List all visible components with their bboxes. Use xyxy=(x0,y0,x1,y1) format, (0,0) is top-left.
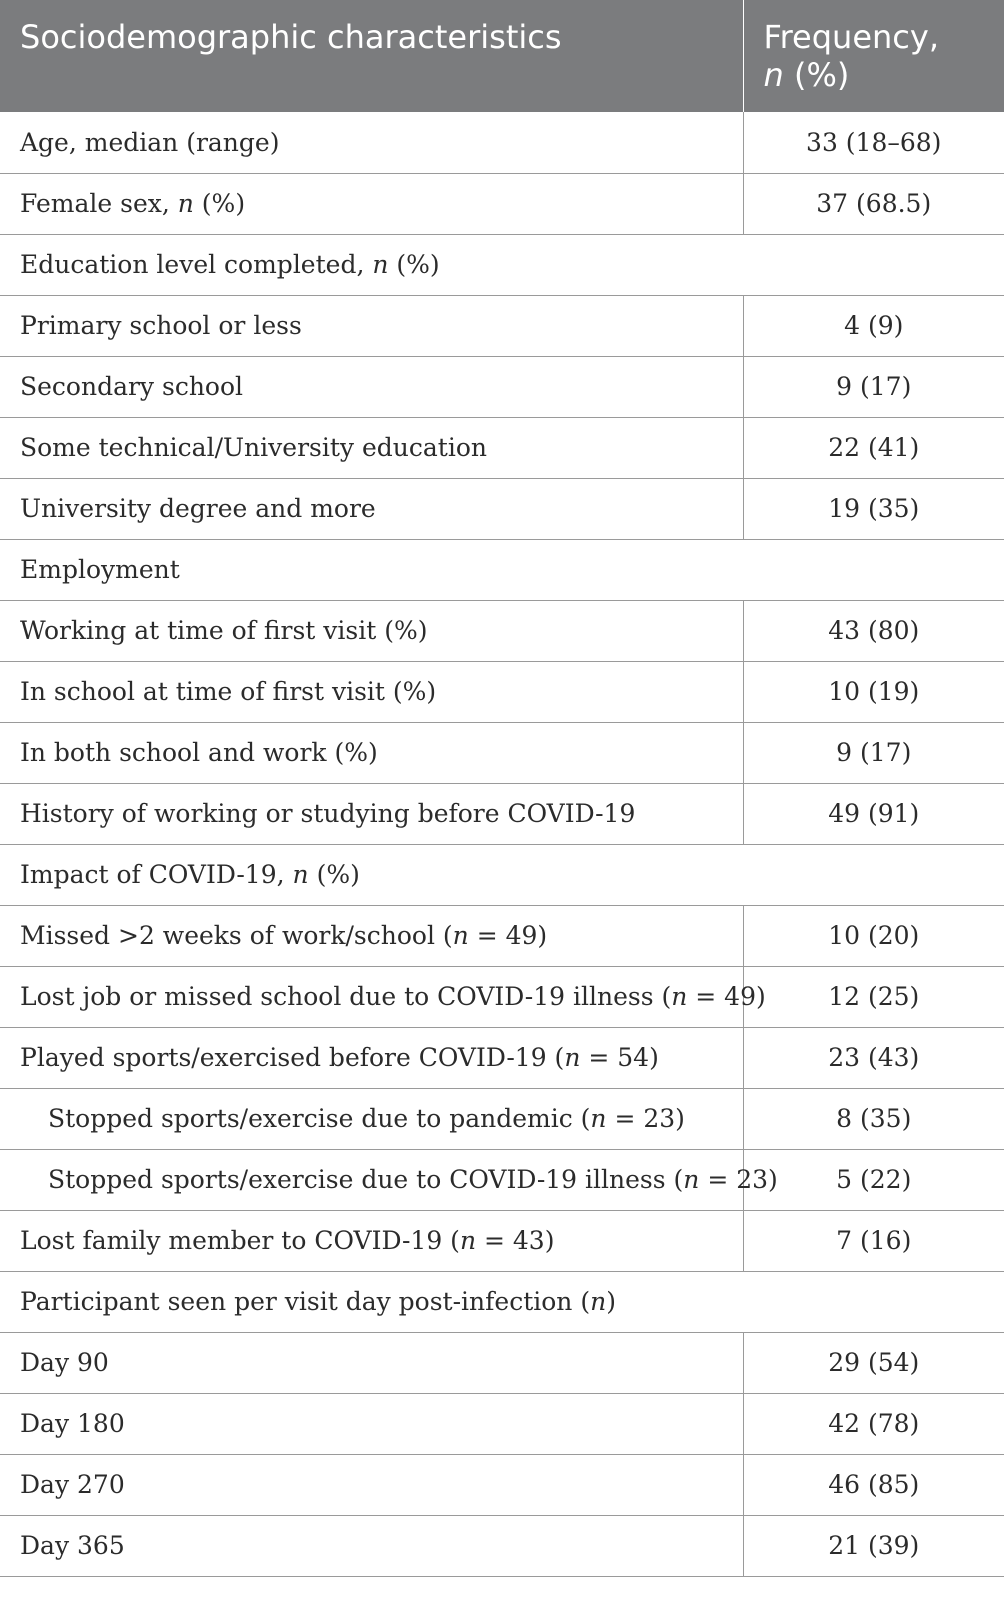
row-value: 12 (25) xyxy=(743,966,1004,1027)
row-value: 9 (17) xyxy=(743,722,1004,783)
row-label-suffix: (%) xyxy=(193,189,246,218)
row-value: 49 (91) xyxy=(743,783,1004,844)
column-header-frequency xyxy=(743,0,1004,112)
table-row xyxy=(0,1332,1004,1393)
row-label: In both school and work (%) xyxy=(0,722,743,783)
row-label: Day 90 xyxy=(0,1332,743,1393)
row-label-n: n xyxy=(564,1043,581,1072)
section-row xyxy=(0,234,1004,295)
table-row xyxy=(0,1027,1004,1088)
row-value: 9 (17) xyxy=(743,356,1004,417)
row-label-suffix: = 23) xyxy=(699,1165,778,1194)
row-label xyxy=(0,905,743,966)
row-value: 8 (35) xyxy=(743,1088,1004,1149)
section-label xyxy=(0,234,1004,295)
row-value: 19 (35) xyxy=(743,478,1004,539)
table-row xyxy=(0,783,1004,844)
row-label-n: n xyxy=(590,1287,607,1316)
section-row xyxy=(0,1271,1004,1332)
row-label-suffix: = 49) xyxy=(687,982,766,1011)
row-label-suffix: (%) xyxy=(308,860,360,889)
row-label: Primary school or less xyxy=(0,295,743,356)
row-value: 7 (16) xyxy=(743,1210,1004,1271)
table-row xyxy=(0,966,1004,1027)
row-label-n: n xyxy=(452,921,469,950)
column-header-characteristics: Sociodemographic characteristics xyxy=(0,0,743,112)
row-label-n: n xyxy=(177,189,194,218)
row-label-n: n xyxy=(683,1165,700,1194)
column-header-frequency-pct: (%) xyxy=(783,56,850,94)
row-label: Age, median (range) xyxy=(0,112,743,173)
row-label: Some technical/University education xyxy=(0,417,743,478)
table-row xyxy=(0,478,1004,539)
row-label-text: Female sex, xyxy=(20,189,178,218)
row-label-text: Missed >2 weeks of work/school ( xyxy=(20,921,453,950)
row-label: Secondary school xyxy=(0,356,743,417)
table-row xyxy=(0,1515,1004,1576)
section-label xyxy=(0,844,1004,905)
row-label xyxy=(0,1088,743,1149)
row-label-text: Participant seen per visit day post-infection ( xyxy=(20,1287,591,1316)
table-row xyxy=(0,661,1004,722)
row-label-n: n xyxy=(590,1104,607,1133)
row-label-suffix: = 43) xyxy=(476,1226,555,1255)
row-value: 37 (68.5) xyxy=(743,173,1004,234)
table-row xyxy=(0,722,1004,783)
row-label-suffix: (%) xyxy=(388,250,440,279)
row-label: Day 180 xyxy=(0,1393,743,1454)
table-row xyxy=(0,1149,1004,1210)
table-row xyxy=(0,1454,1004,1515)
row-label: Working at time of first visit (%) xyxy=(0,600,743,661)
row-label xyxy=(0,1027,743,1088)
row-label: Day 270 xyxy=(0,1454,743,1515)
table-row xyxy=(0,295,1004,356)
section-label xyxy=(0,1271,1004,1332)
row-label xyxy=(0,966,766,1027)
row-label-suffix: = 54) xyxy=(580,1043,659,1072)
row-label-n: n xyxy=(372,250,389,279)
row-label-text: Stopped sports/exercise due to COVID-19 illness ( xyxy=(48,1165,684,1194)
row-label: University degree and more xyxy=(0,478,743,539)
row-label-text: Stopped sports/exercise due to pandemic ( xyxy=(48,1104,591,1133)
row-value: 29 (54) xyxy=(743,1332,1004,1393)
row-label-suffix: ) xyxy=(606,1287,616,1316)
table-row xyxy=(0,1210,1004,1271)
row-value: 4 (9) xyxy=(743,295,1004,356)
row-label xyxy=(0,1210,743,1271)
column-header-frequency-label: Frequency, xyxy=(763,18,939,56)
table-row xyxy=(0,417,1004,478)
table-header-row xyxy=(0,0,1004,112)
row-value: 23 (43) xyxy=(743,1027,1004,1088)
row-label-suffix: = 49) xyxy=(468,921,548,950)
table-row xyxy=(0,600,1004,661)
row-value: 43 (80) xyxy=(743,600,1004,661)
table-row xyxy=(0,173,1004,234)
row-label: Day 365 xyxy=(0,1515,743,1576)
row-label-text: Lost family member to COVID-19 ( xyxy=(20,1226,460,1255)
row-label-n: n xyxy=(292,860,309,889)
row-label-n: n xyxy=(459,1226,477,1255)
row-label xyxy=(0,173,743,234)
row-label-suffix: = 23) xyxy=(606,1104,685,1133)
table-row xyxy=(0,1393,1004,1454)
column-header-frequency-n: n xyxy=(763,56,784,94)
row-label: History of working or studying before COVID-19 xyxy=(0,783,743,844)
row-label xyxy=(0,1149,778,1210)
table-row xyxy=(0,112,1004,173)
row-label-text: Played sports/exercised before COVID-19 ( xyxy=(20,1043,565,1072)
section-row xyxy=(0,539,1004,600)
row-value: 5 (22) xyxy=(743,1149,1004,1210)
row-label-text: Education level completed, xyxy=(20,250,373,279)
row-value: 10 (20) xyxy=(743,905,1004,966)
row-value: 33 (18–68) xyxy=(743,112,1004,173)
row-label-text: Impact of COVID-19, xyxy=(20,860,293,889)
table-row xyxy=(0,356,1004,417)
row-label-text: Lost job or missed school due to COVID-19 illness ( xyxy=(20,982,672,1011)
table-row xyxy=(0,905,1004,966)
row-value: 22 (41) xyxy=(743,417,1004,478)
row-value: 10 (19) xyxy=(743,661,1004,722)
row-label: In school at time of first visit (%) xyxy=(0,661,743,722)
row-label-n: n xyxy=(671,982,688,1011)
section-label: Employment xyxy=(0,539,1004,600)
table-row xyxy=(0,1088,1004,1149)
section-row xyxy=(0,844,1004,905)
row-value: 46 (85) xyxy=(743,1454,1004,1515)
row-value: 42 (78) xyxy=(743,1393,1004,1454)
row-value: 21 (39) xyxy=(743,1515,1004,1576)
